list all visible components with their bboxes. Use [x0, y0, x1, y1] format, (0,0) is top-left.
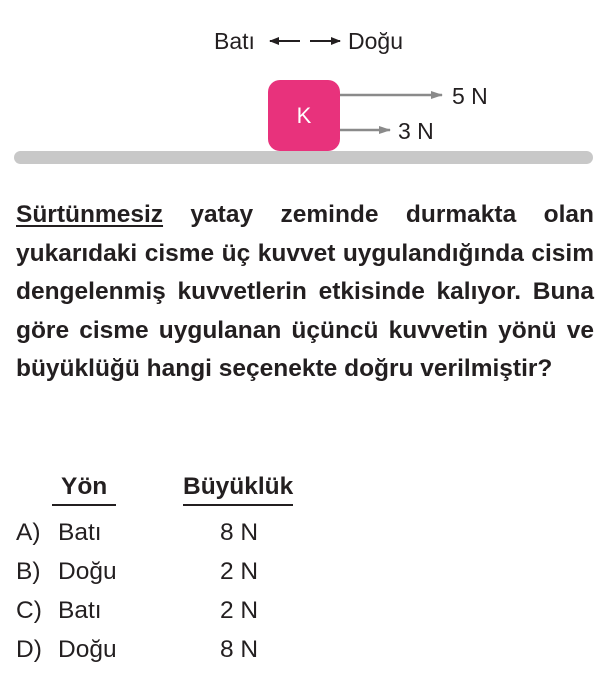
option-value: 2 N: [220, 558, 259, 585]
option-value: 8 N: [220, 519, 259, 546]
question-body: yatay zeminde durmakta olan yukarıdaki cisme üç kuvvet uygulandığında cisim dengelenmiş kuvvetlerin etkisinde kalıyor. Buna göre cisme uygulanan üçüncü kuvvetin yönü ve büyüklüğü hangi seçenekte doğru verilmiştir?: [16, 201, 594, 382]
header-magnitude: Büyüklük: [183, 470, 293, 504]
option-letter: C): [16, 597, 42, 624]
option-direction: Batı: [58, 597, 102, 624]
block-label: K: [296, 103, 312, 128]
underlined-word: Sürtünmesiz: [16, 201, 164, 228]
force-label-5n: 5 N: [452, 83, 488, 109]
force-diagram: [0, 0, 608, 175]
west-label: Batı: [214, 28, 255, 54]
option-b[interactable]: [0, 553, 608, 591]
header-direction: Yön: [52, 470, 116, 504]
question-text: [16, 196, 594, 389]
option-letter: D): [16, 636, 42, 663]
option-value: 2 N: [220, 597, 259, 624]
option-direction: Batı: [58, 519, 102, 546]
option-letter: A): [16, 519, 41, 546]
option-c[interactable]: [0, 592, 608, 630]
east-label: Doğu: [348, 28, 403, 54]
option-value: 8 N: [220, 636, 259, 663]
option-d[interactable]: [0, 631, 608, 669]
option-direction: Doğu: [58, 558, 117, 585]
option-direction: Doğu: [58, 636, 117, 663]
force-label-3n: 3 N: [398, 118, 434, 144]
option-letter: B): [16, 558, 41, 585]
option-a[interactable]: [0, 514, 608, 552]
ground-surface: [14, 151, 593, 164]
answer-table: [0, 470, 608, 670]
